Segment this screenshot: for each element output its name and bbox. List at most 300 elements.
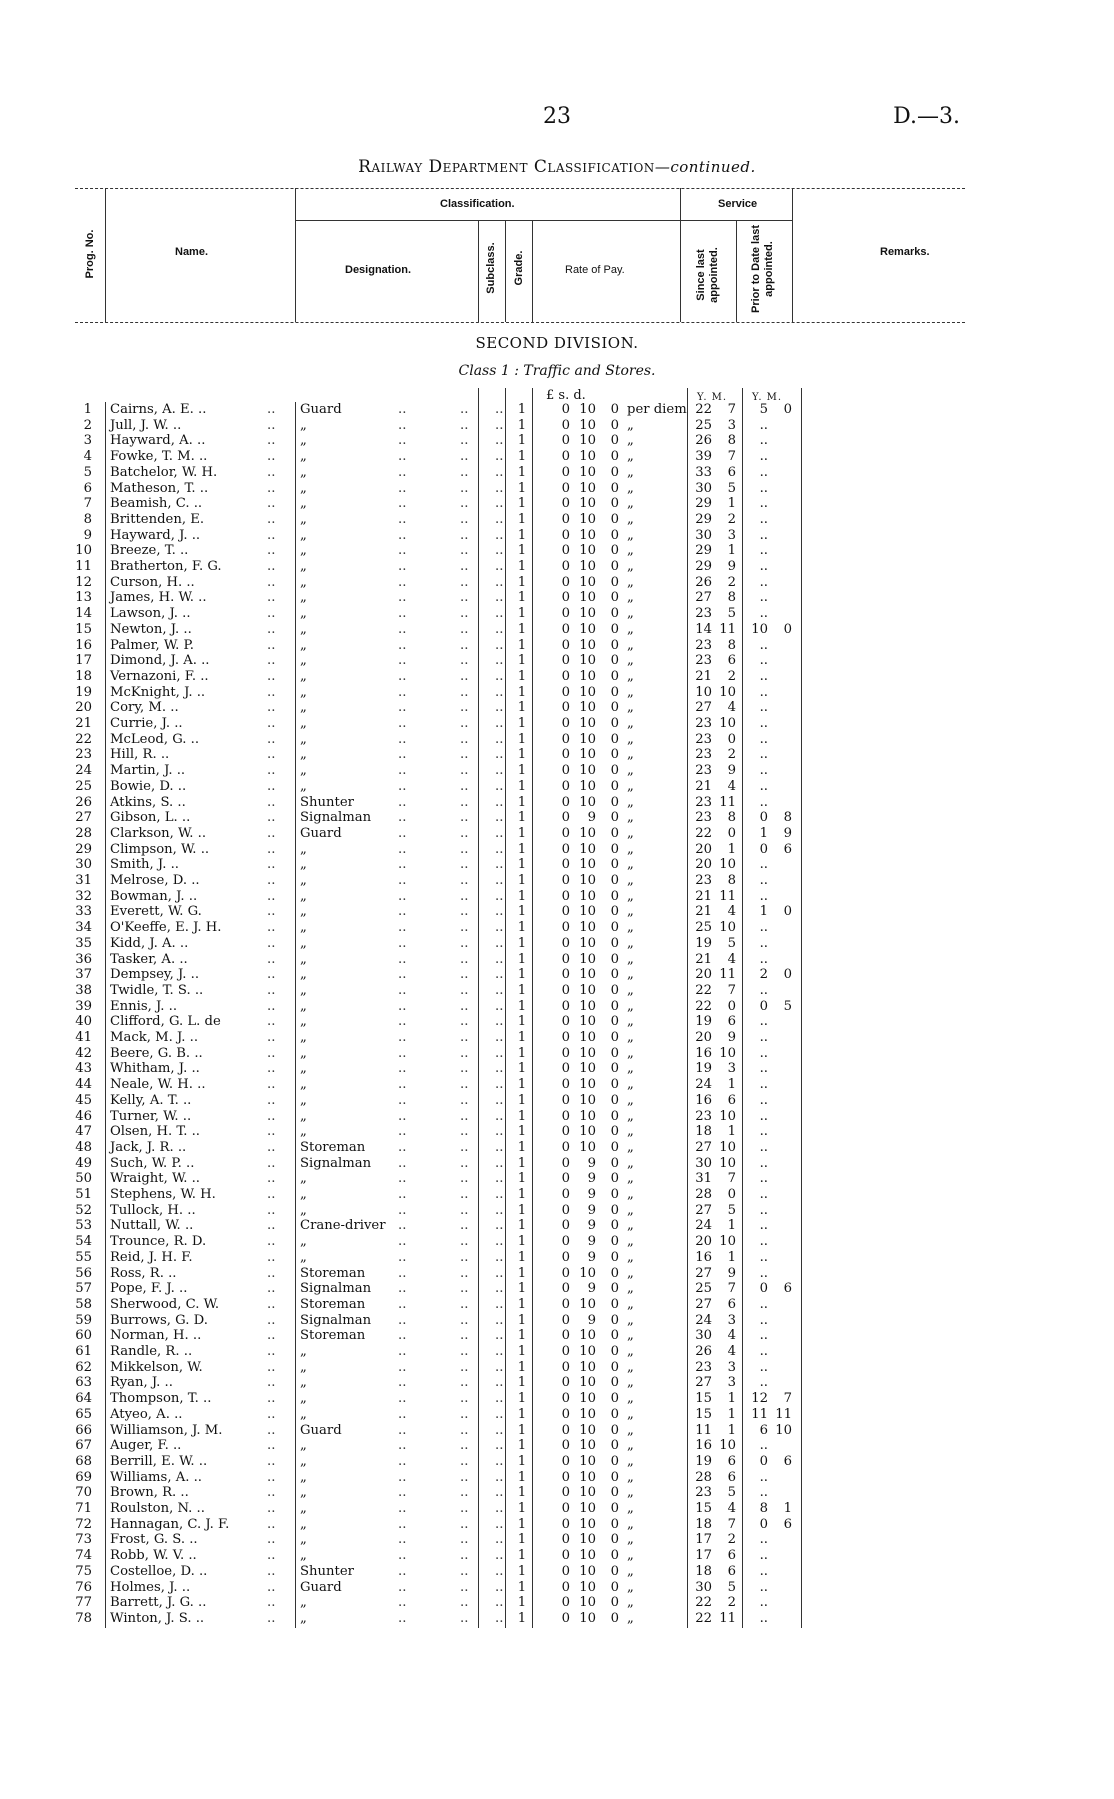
designation: „ [300, 606, 307, 622]
leader-dots: .. [267, 1187, 276, 1202]
leader-dots: .. [267, 1579, 276, 1595]
unit-ym-prior: Y. M. [752, 392, 783, 403]
leader-dots: .. [460, 967, 469, 983]
table-row [0, 1391, 1114, 1407]
leader-dots: .. [460, 951, 469, 967]
pay-pence: 0 [610, 1296, 619, 1312]
table-row [0, 1171, 1114, 1187]
prior-years: .. [759, 543, 768, 559]
designation: „ [300, 873, 307, 888]
since-months: 8 [727, 433, 736, 449]
table-row [0, 779, 1114, 795]
prior-years: 10 [751, 621, 768, 637]
since-months: 5 [727, 1579, 736, 1595]
leader-dots: .. [460, 1391, 469, 1407]
pay-shillings: 10 [579, 731, 596, 747]
table-row [0, 1093, 1114, 1109]
leader-dots: .. [460, 841, 469, 857]
prior-years: .. [759, 1092, 768, 1108]
grade: 1 [517, 637, 527, 653]
prog-no: 23 [75, 747, 92, 763]
staff-name: Clarkson, W. .. [110, 825, 207, 841]
leader-dots: .. [495, 904, 504, 920]
since-months: 9 [727, 1265, 736, 1281]
table-row [0, 826, 1114, 842]
since-months: 7 [727, 1516, 736, 1532]
leader-dots: .. [398, 1045, 407, 1061]
prior-years: .. [759, 1045, 768, 1061]
staff-name: Sherwood, C. W. [110, 1296, 220, 1312]
pay-period: „ [627, 935, 634, 951]
since-months: 3 [727, 1061, 736, 1077]
designation: „ [300, 1453, 307, 1469]
leader-dots: .. [398, 1171, 407, 1187]
leader-dots: .. [267, 700, 276, 716]
grade: 1 [517, 1391, 527, 1407]
designation: „ [300, 1595, 307, 1611]
pay-pounds: 0 [561, 606, 570, 622]
pay-period: „ [627, 1296, 634, 1312]
prog-no: 65 [75, 1406, 92, 1422]
leader-dots: .. [495, 1501, 504, 1516]
leader-dots: .. [460, 1469, 469, 1485]
designation: „ [300, 1187, 307, 1202]
leader-dots: .. [495, 1014, 504, 1030]
prog-no: 10 [75, 543, 92, 559]
pay-shillings: 10 [579, 1061, 596, 1077]
prog-no: 73 [75, 1532, 92, 1548]
prog-no: 16 [75, 637, 92, 653]
pay-pence: 0 [610, 1218, 619, 1234]
staff-name: Thompson, T. .. [110, 1391, 212, 1407]
grade: 1 [517, 1422, 527, 1438]
pay-period: „ [627, 1092, 634, 1108]
leader-dots: .. [460, 1139, 469, 1155]
table-row [0, 1470, 1114, 1486]
prog-no: 35 [75, 935, 92, 951]
prog-no: 53 [75, 1218, 92, 1234]
since-years: 20 [695, 1234, 712, 1250]
prior-years: .. [759, 857, 768, 873]
designation: „ [300, 496, 307, 512]
unit-ym-since: Y. M. [697, 392, 728, 403]
staff-name: Roulston, N. .. [110, 1501, 205, 1516]
leader-dots: .. [398, 1265, 407, 1281]
designation: Guard [300, 1579, 342, 1595]
designation: „ [300, 731, 307, 747]
prior-months: 9 [783, 825, 792, 841]
leader-dots: .. [267, 668, 276, 684]
table-row [0, 1423, 1114, 1439]
grade: 1 [517, 716, 527, 731]
designation: „ [300, 920, 307, 936]
leader-dots: .. [460, 668, 469, 684]
header-grade: Grade. [513, 250, 525, 286]
page-reference: D.—3. [893, 104, 960, 129]
prog-no: 2 [83, 417, 92, 433]
leader-dots: .. [267, 606, 276, 622]
pay-pounds: 0 [561, 621, 570, 637]
designation: Guard [300, 1422, 342, 1438]
leader-dots: .. [460, 700, 469, 716]
pay-pounds: 0 [561, 1061, 570, 1077]
since-months: 10 [719, 1045, 736, 1061]
leader-dots: .. [460, 857, 469, 873]
header-designation: Designation. [345, 264, 412, 276]
pay-pounds: 0 [561, 1124, 570, 1140]
prior-months: 6 [783, 841, 792, 857]
prog-no: 18 [75, 668, 92, 684]
pay-shillings: 10 [579, 496, 596, 512]
leader-dots: .. [398, 700, 407, 716]
pay-pence: 0 [610, 810, 619, 826]
prior-months: 5 [783, 998, 792, 1014]
staff-name: Dimond, J. A. .. [110, 653, 210, 669]
prior-years: .. [759, 1532, 768, 1548]
leader-dots: .. [495, 763, 504, 779]
grade: 1 [517, 810, 527, 826]
leader-dots: .. [267, 653, 276, 669]
designation: „ [300, 480, 307, 496]
leader-dots: .. [267, 857, 276, 873]
staff-name: Tasker, A. .. [110, 951, 188, 967]
pay-shillings: 10 [579, 857, 596, 873]
pay-shillings: 10 [579, 1328, 596, 1344]
since-months: 5 [727, 480, 736, 496]
prog-no: 3 [83, 433, 92, 449]
since-years: 25 [695, 920, 712, 936]
pay-shillings: 10 [579, 433, 596, 449]
leader-dots: .. [460, 1359, 469, 1375]
pay-pence: 0 [610, 794, 619, 810]
header-since-last-appointed: Since last appointed. [695, 247, 720, 303]
since-months: 8 [727, 637, 736, 653]
leader-dots: .. [267, 637, 276, 653]
leader-dots: .. [460, 1045, 469, 1061]
col-divider [792, 188, 793, 322]
leader-dots: .. [398, 763, 407, 779]
pay-period: „ [627, 778, 634, 794]
table-row [0, 575, 1114, 591]
since-years: 23 [695, 1108, 712, 1124]
leader-dots: .. [267, 1045, 276, 1061]
prog-no: 8 [83, 511, 92, 527]
staff-name: Robb, W. V. .. [110, 1548, 197, 1564]
prog-no: 6 [83, 480, 92, 496]
prog-no: 38 [75, 982, 92, 998]
since-months: 6 [727, 653, 736, 669]
prior-years: .. [759, 700, 768, 716]
leader-dots: .. [398, 543, 407, 559]
since-years: 31 [695, 1171, 712, 1187]
designation: „ [300, 700, 307, 716]
pay-pence: 0 [610, 402, 619, 417]
pay-pounds: 0 [561, 747, 570, 763]
leader-dots: .. [267, 1202, 276, 1218]
staff-name: Beere, G. B. .. [110, 1045, 203, 1061]
prog-no: 56 [75, 1265, 92, 1281]
pay-pounds: 0 [561, 684, 570, 700]
pay-shillings: 10 [579, 543, 596, 559]
leader-dots: .. [460, 606, 469, 622]
prog-no: 7 [83, 496, 92, 512]
prog-no: 30 [75, 857, 92, 873]
prior-years: .. [759, 527, 768, 543]
pay-period: „ [627, 841, 634, 857]
pay-pence: 0 [610, 1139, 619, 1155]
table-row [0, 402, 1114, 418]
leader-dots: .. [495, 1296, 504, 1312]
designation: Signalman [300, 1155, 372, 1171]
grade: 1 [517, 1249, 527, 1265]
staff-name: Everett, W. G. [110, 904, 202, 920]
leader-dots: .. [398, 967, 407, 983]
grade: 1 [517, 778, 527, 794]
table-row [0, 449, 1114, 465]
grade: 1 [517, 1265, 527, 1281]
designation: „ [300, 1030, 307, 1045]
prog-no: 17 [75, 653, 92, 669]
grade: 1 [517, 1359, 527, 1375]
leader-dots: .. [267, 935, 276, 951]
leader-dots: .. [495, 527, 504, 543]
col-divider [478, 220, 479, 322]
prior-years: .. [759, 668, 768, 684]
pay-shillings: 10 [579, 637, 596, 653]
leader-dots: .. [495, 543, 504, 559]
since-years: 30 [695, 1155, 712, 1171]
staff-name: Neale, W. H. .. [110, 1077, 206, 1093]
leader-dots: .. [495, 857, 504, 873]
leader-dots: .. [495, 590, 504, 606]
leader-dots: .. [460, 449, 469, 465]
pay-pence: 0 [610, 888, 619, 904]
pay-pounds: 0 [561, 637, 570, 653]
pay-period: „ [627, 1422, 634, 1438]
pay-pence: 0 [610, 1202, 619, 1218]
pay-shillings: 10 [579, 1532, 596, 1548]
table-row [0, 763, 1114, 779]
grade: 1 [517, 888, 527, 904]
pay-pence: 0 [610, 904, 619, 920]
prog-no: 55 [75, 1249, 92, 1265]
grade: 1 [517, 1312, 527, 1328]
leader-dots: .. [495, 700, 504, 716]
leader-dots: .. [398, 951, 407, 967]
pay-period: „ [627, 1249, 634, 1265]
pay-pounds: 0 [561, 1234, 570, 1250]
leader-dots: .. [267, 1501, 276, 1516]
table-row [0, 512, 1114, 528]
pay-pence: 0 [610, 1438, 619, 1454]
table-row [0, 1611, 1114, 1627]
grade: 1 [517, 967, 527, 983]
since-years: 29 [695, 511, 712, 527]
leader-dots: .. [398, 935, 407, 951]
staff-name: Vernazoni, F. .. [110, 668, 209, 684]
designation: Shunter [300, 1563, 354, 1579]
pay-pence: 0 [610, 998, 619, 1014]
pay-pence: 0 [610, 1406, 619, 1422]
pay-pounds: 0 [561, 920, 570, 936]
grade: 1 [517, 1045, 527, 1061]
staff-name: Gibson, L. .. [110, 810, 191, 826]
since-years: 17 [695, 1532, 712, 1548]
prog-no: 51 [75, 1187, 92, 1202]
table-row [0, 920, 1114, 936]
prior-years: .. [759, 716, 768, 731]
staff-name: Hayward, A. .. [110, 433, 206, 449]
pay-shillings: 9 [587, 1218, 596, 1234]
grade: 1 [517, 794, 527, 810]
header-name: Name. [175, 246, 209, 258]
prior-years: .. [759, 920, 768, 936]
grade: 1 [517, 449, 527, 465]
table-row [0, 1250, 1114, 1266]
prog-no: 60 [75, 1328, 92, 1344]
pay-pence: 0 [610, 982, 619, 998]
grade: 1 [517, 1516, 527, 1532]
staff-name: O'Keeffe, E. J. H. [110, 920, 222, 936]
grade: 1 [517, 621, 527, 637]
prog-no: 66 [75, 1422, 92, 1438]
prior-years: .. [759, 1563, 768, 1579]
col-divider [736, 220, 737, 322]
prior-years: 0 [759, 1281, 768, 1297]
pay-shillings: 10 [579, 763, 596, 779]
leader-dots: .. [398, 464, 407, 480]
leader-dots: .. [267, 496, 276, 512]
header-rate-of-pay: Rate of Pay. [565, 264, 625, 276]
table-row [0, 857, 1114, 873]
designation: „ [300, 464, 307, 480]
prog-no: 26 [75, 794, 92, 810]
since-years: 23 [695, 1485, 712, 1501]
leader-dots: .. [398, 574, 407, 590]
grade: 1 [517, 1155, 527, 1171]
staff-name: Brittenden, E. [110, 511, 205, 527]
since-months: 4 [727, 700, 736, 716]
staff-name: Atyeo, A. .. [110, 1406, 183, 1422]
leader-dots: .. [495, 449, 504, 465]
staff-name: Currie, J. .. [110, 716, 183, 731]
prog-no: 77 [75, 1595, 92, 1611]
leader-dots: .. [495, 794, 504, 810]
leader-dots: .. [495, 967, 504, 983]
prior-years: .. [759, 982, 768, 998]
table-row [0, 1375, 1114, 1391]
prior-years: .. [759, 1485, 768, 1501]
prog-no: 45 [75, 1092, 92, 1108]
since-months: 3 [727, 527, 736, 543]
pay-pence: 0 [610, 935, 619, 951]
leader-dots: .. [398, 1453, 407, 1469]
grade: 1 [517, 747, 527, 763]
pay-pence: 0 [610, 559, 619, 574]
leader-dots: .. [398, 1061, 407, 1077]
pay-period: „ [627, 574, 634, 590]
leader-dots: .. [495, 574, 504, 590]
leader-dots: .. [495, 621, 504, 637]
leader-dots: .. [495, 1422, 504, 1438]
pay-pounds: 0 [561, 763, 570, 779]
since-years: 20 [695, 857, 712, 873]
pay-shillings: 10 [579, 559, 596, 574]
designation: „ [300, 653, 307, 669]
designation: Crane-driver [300, 1218, 386, 1234]
leader-dots: .. [398, 590, 407, 606]
pay-shillings: 10 [579, 1579, 596, 1595]
table-row [0, 433, 1114, 449]
col-divider [505, 220, 506, 322]
grade: 1 [517, 1610, 527, 1626]
pay-pounds: 0 [561, 951, 570, 967]
pay-shillings: 9 [587, 1249, 596, 1265]
since-years: 15 [695, 1406, 712, 1422]
pay-pounds: 0 [561, 653, 570, 669]
designation: „ [300, 747, 307, 763]
pay-pounds: 0 [561, 496, 570, 512]
grade: 1 [517, 1187, 527, 1202]
pay-pence: 0 [610, 1422, 619, 1438]
since-months: 6 [727, 1563, 736, 1579]
since-months: 4 [727, 951, 736, 967]
designation: „ [300, 888, 307, 904]
prior-months: 0 [783, 402, 792, 417]
leader-dots: .. [460, 1501, 469, 1516]
leader-dots: .. [495, 653, 504, 669]
leader-dots: .. [495, 559, 504, 574]
leader-dots: .. [495, 810, 504, 826]
since-months: 7 [727, 982, 736, 998]
designation: „ [300, 998, 307, 1014]
pay-pence: 0 [610, 1312, 619, 1328]
leader-dots: .. [267, 1171, 276, 1187]
prog-no: 19 [75, 684, 92, 700]
prior-years: 2 [759, 967, 768, 983]
pay-period: „ [627, 1077, 634, 1093]
pay-period: „ [627, 1171, 634, 1187]
designation: „ [300, 904, 307, 920]
table-row [0, 1109, 1114, 1125]
since-months: 5 [727, 935, 736, 951]
leader-dots: .. [267, 1139, 276, 1155]
pay-pounds: 0 [561, 794, 570, 810]
pay-period: „ [627, 731, 634, 747]
grade: 1 [517, 464, 527, 480]
table-row [0, 1234, 1114, 1250]
prior-years: .. [759, 574, 768, 590]
leader-dots: .. [460, 935, 469, 951]
leader-dots: .. [267, 402, 276, 417]
pay-pence: 0 [610, 1453, 619, 1469]
leader-dots: .. [495, 1328, 504, 1344]
leader-dots: .. [460, 1187, 469, 1202]
since-months: 11 [719, 794, 736, 810]
since-months: 6 [727, 1453, 736, 1469]
prior-years: 8 [759, 1501, 768, 1516]
leader-dots: .. [495, 1406, 504, 1422]
prog-no: 72 [75, 1516, 92, 1532]
prior-years: .. [759, 653, 768, 669]
since-months: 1 [727, 1406, 736, 1422]
pay-pounds: 0 [561, 904, 570, 920]
table-row [0, 1454, 1114, 1470]
pay-pounds: 0 [561, 464, 570, 480]
pay-shillings: 10 [579, 417, 596, 433]
pay-pence: 0 [610, 464, 619, 480]
pay-pounds: 0 [561, 873, 570, 888]
